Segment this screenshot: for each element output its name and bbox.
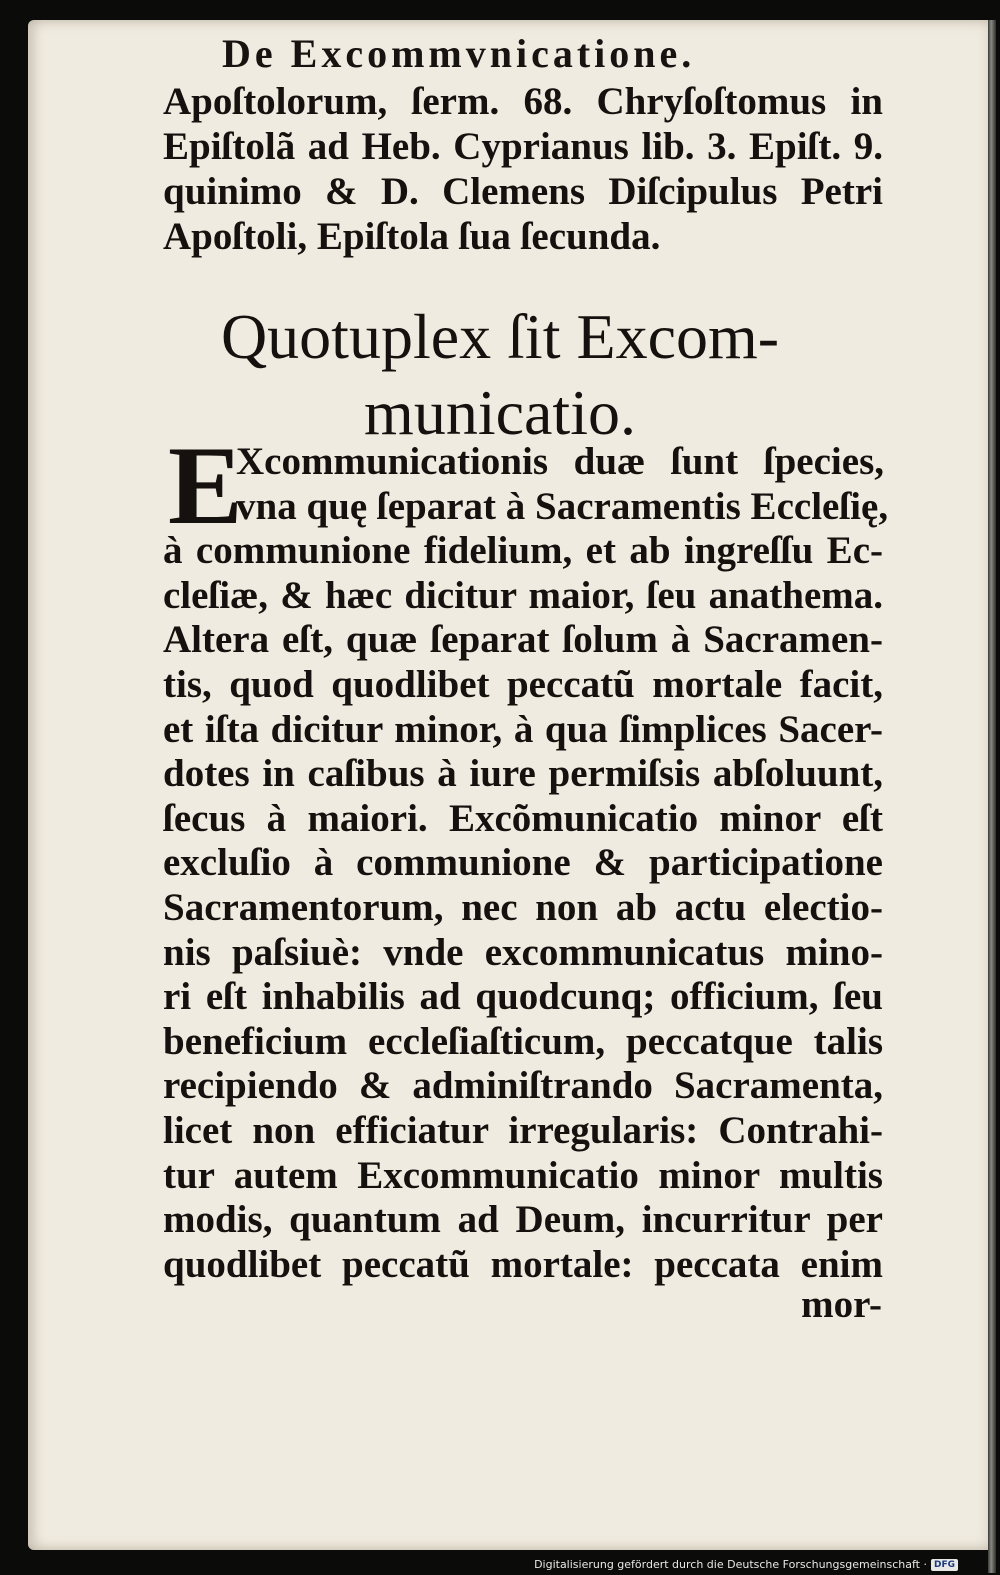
credit-text: Digitalisierung gefördert durch die Deutsche Forschungsgemeinschaft · <box>534 1558 927 1571</box>
running-head: De Excommvnicatione. <box>222 31 696 76</box>
intro-line: Epiſtolã ad Heb. Cyprianus lib. 3. Epiſt. 9. <box>163 125 883 168</box>
body-line: Xcommunicationis duæ ſunt ſpecies, <box>236 440 884 483</box>
body-line: quodlibet peccatũ mortale: peccata enim <box>163 1242 883 1286</box>
body-line: beneficium eccleſiaſticum, peccatque talis <box>163 1019 883 1063</box>
body-line: cleſiæ, & hæc dicitur maior, ſeu anathema. <box>163 573 883 617</box>
body-line: excluſio à communione & participatione <box>163 841 883 885</box>
body-line: et iſta dicitur minor, à qua ſimplices Sacer- <box>163 707 883 751</box>
body-line: tis, quod quodlibet peccatũ mortale facit, <box>163 663 883 706</box>
body-line: vna quę ſeparat à Sacramentis Eccleſię, <box>236 484 889 528</box>
body-line: Altera eſt, quæ ſeparat ſolum à Sacramen- <box>163 618 883 662</box>
section-heading-line-1: Quotuplex ſit Excom- <box>220 301 780 372</box>
body-line: tur autem Excommunicatio minor multis <box>163 1153 883 1197</box>
catchword: mor- <box>801 1283 882 1326</box>
digitization-credit <box>534 1558 958 1571</box>
body-line: modis, quantum ad Deum, incurritur per <box>163 1198 883 1242</box>
body-line: ſecus à maiori. Excõmunicatio minor eſt <box>163 796 883 840</box>
body-line: à communione fidelium, et ab ingreſſu Ec- <box>163 529 883 573</box>
body-line: licet non efficiatur irregularis: Contrahi- <box>163 1109 883 1152</box>
body-line: nis paſsiuè: vnde excommunicatus mino- <box>163 930 883 974</box>
intro-line: quinimo & D. Clemens Diſcipulus Petri <box>163 170 883 213</box>
dfg-logo: DFG <box>931 1559 958 1571</box>
body-line: ri eſt inhabilis ad quodcunq; officium, ſeu <box>163 975 883 1019</box>
body-line: dotes in caſibus à iure permiſsis abſoluunt, <box>163 752 883 796</box>
intro-line: Apoſtoli, Epiſtola ſua ſecunda. <box>163 215 661 258</box>
body-line: recipiendo & adminiſtrando Sacramenta, <box>163 1064 883 1108</box>
section-heading-line-2: municatio. <box>364 377 636 448</box>
intro-line: Apoſtolorum, ſerm. 68. Chryſoſtomus in <box>163 80 883 123</box>
page-edge <box>988 20 996 1573</box>
body-line: Sacramentorum, nec non ab actu electio- <box>163 886 883 929</box>
drop-cap: E <box>168 424 243 548</box>
